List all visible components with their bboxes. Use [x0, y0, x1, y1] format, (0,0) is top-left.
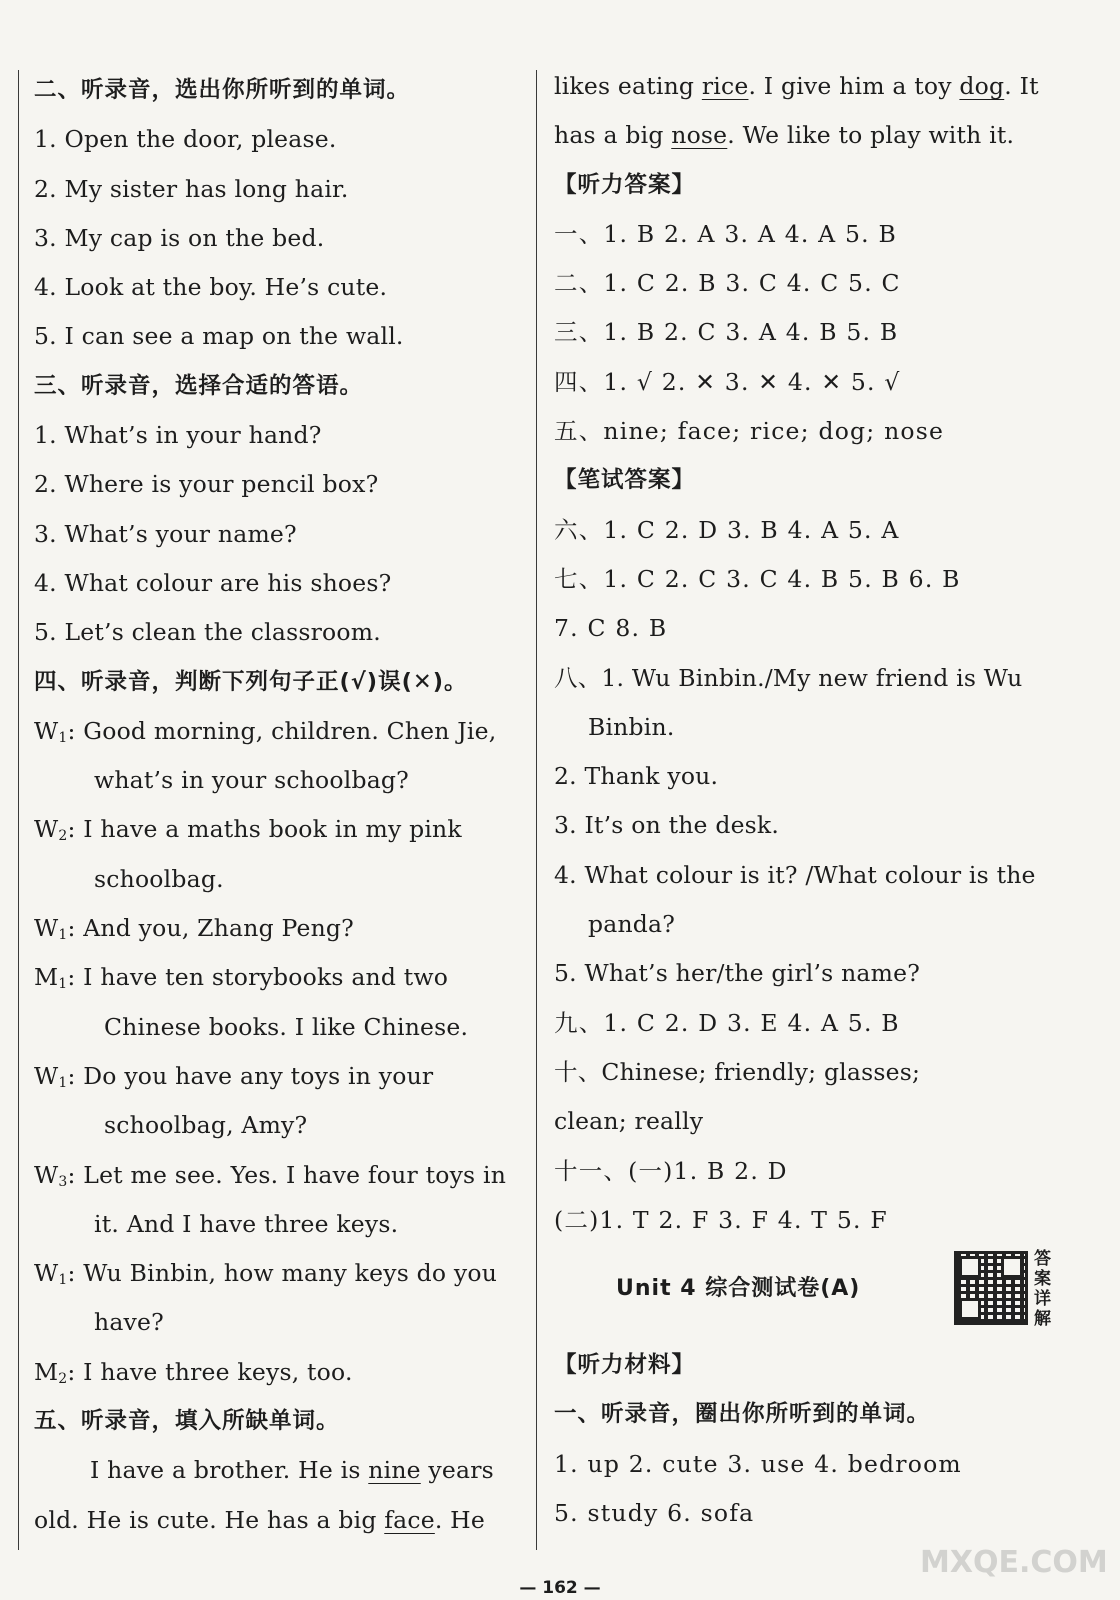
answer-row: 2. Thank you.	[554, 762, 719, 791]
s3-item-5: 5. Let’s clean the classroom.	[34, 618, 381, 647]
left-margin-rule	[18, 70, 19, 1550]
unit-title-block	[554, 1245, 1066, 1341]
left-column	[34, 66, 536, 1545]
answer-row-continuation: panda?	[588, 910, 676, 939]
dialogue-continuation: it. And I have three keys.	[94, 1209, 399, 1238]
section-5-heading: 五、听录音，填入所缺单词。	[34, 1408, 340, 1435]
answer-row: 五、nine; face; rice; dog; nose	[554, 417, 945, 446]
answer-row: 二、1. C 2. B 3. C 4. C 5. C	[554, 269, 901, 298]
right-column	[554, 62, 1066, 1538]
dialogue-text: And you, Zhang Peng?	[83, 914, 354, 943]
answer-row: 4. What colour is it? /What colour is the	[554, 860, 1036, 889]
dialogue-text: Good morning, children. Chen Jie,	[83, 716, 497, 745]
speaker: $W_1$:	[34, 914, 76, 944]
answer-row: 四、1. √ 2. ✕ 3. ✕ 4. ✕ 5. √	[554, 367, 901, 396]
answer-row: 十一、(一)1. B 2. D	[554, 1156, 788, 1185]
s3-item-1: 1. What’s in your hand?	[34, 421, 322, 450]
answer-row: (二)1. T 2. F 3. F 4. T 5. F	[554, 1205, 888, 1234]
s5-paragraph-line-1: I have a brother. He is nine years	[90, 1456, 494, 1485]
qr-code-icon[interactable]	[954, 1251, 1028, 1325]
dialogue-line	[34, 1348, 536, 1397]
unit4-section-1-heading: 一、听录音，圈出你所听到的单词。	[554, 1401, 931, 1428]
s3-item-3: 3. What’s your name?	[34, 519, 297, 548]
unit4-s1-items: 5. study 6. sofa	[554, 1499, 755, 1528]
unit-title: Unit 4 综合测试卷(A)	[616, 1276, 861, 1302]
answer-row: 三、1. B 2. C 3. A 4. B 5. B	[554, 318, 899, 347]
s5-paragraph-line-2: old. He is cute. He has a big face. He	[34, 1505, 485, 1534]
s2-item-1: 1. Open the door, please.	[34, 125, 337, 154]
section-4-heading: 四、听录音，判断下列句子正(√)误(✕)。	[34, 668, 468, 695]
dialogue-line	[34, 1052, 536, 1101]
answer-row: 5. What’s her/the girl’s name?	[554, 959, 921, 988]
speaker: $W_1$:	[34, 1061, 76, 1091]
answer-row: 八、1. Wu Binbin./My new friend is Wu	[554, 663, 1023, 692]
section-3-heading: 三、听录音，选择合适的答语。	[34, 372, 364, 399]
answer-row: 九、1. C 2. D 3. E 4. A 5. B	[554, 1008, 900, 1037]
written-answers-heading: 【笔试答案】	[554, 467, 696, 494]
s3-item-4: 4. What colour are his shoes?	[34, 568, 392, 597]
unit4-s1-items: 1. up 2. cute 3. use 4. bedroom	[554, 1449, 962, 1478]
s2-item-4: 4. Look at the boy. He’s cute.	[34, 273, 388, 302]
filled-blank: dog	[959, 72, 1005, 100]
s3-item-2: 2. Where is your pencil box?	[34, 470, 379, 499]
dialogue-continuation: schoolbag.	[94, 864, 224, 893]
answer-row: 六、1. C 2. D 3. B 4. A 5. A	[554, 515, 900, 544]
speaker: $W_3$:	[34, 1160, 76, 1190]
answer-row: 一、1. B 2. A 3. A 4. A 5. B	[554, 219, 897, 248]
watermark-logo: MXQE.COM	[920, 1545, 1108, 1580]
dialogue-line	[34, 707, 536, 756]
s5-paragraph-line-4: has a big nose. We like to play with it.	[554, 121, 1015, 150]
answer-row: 7. C 8. B	[554, 614, 668, 643]
speaker: $W_1$:	[34, 1259, 76, 1289]
dialogue-text: Wu Binbin, how many keys do you	[83, 1259, 498, 1288]
qr-label: 答案详解	[1034, 1249, 1051, 1330]
s2-item-5: 5. I can see a map on the wall.	[34, 322, 404, 351]
speaker: $M_2$:	[34, 1357, 76, 1387]
column-divider	[536, 70, 537, 1550]
answer-row: 十、Chinese; friendly; glasses;	[554, 1057, 921, 1086]
dialogue-line	[34, 953, 536, 1002]
dialogue-text: Let me see. Yes. I have four toys in	[83, 1160, 507, 1189]
speaker: $W_1$:	[34, 716, 76, 746]
page-number: — 162 —	[519, 1578, 601, 1598]
answer-row-continuation: clean; really	[554, 1107, 704, 1136]
speaker: $W_2$:	[34, 815, 76, 845]
answer-row: 3. It’s on the desk.	[554, 811, 780, 840]
answer-row-continuation: Binbin.	[588, 712, 675, 741]
listening-material-heading: 【听力材料】	[554, 1352, 696, 1379]
filled-blank: nose	[671, 121, 728, 150]
dialogue-continuation: have?	[94, 1308, 164, 1337]
filled-blank: nine	[368, 1456, 421, 1485]
dialogue-line	[34, 805, 536, 854]
dialogue-line	[34, 1151, 536, 1200]
filled-blank: face	[384, 1505, 435, 1534]
dialogue-text: I have three keys, too.	[83, 1357, 353, 1386]
dialogue-continuation: Chinese books. I like Chinese.	[104, 1012, 469, 1041]
s2-item-2: 2. My sister has long hair.	[34, 174, 349, 203]
dialogue-line	[34, 1249, 536, 1298]
dialogue-line	[34, 904, 536, 953]
answer-row: 七、1. C 2. C 3. C 4. B 5. B 6. B	[554, 564, 961, 593]
dialogue-continuation: what’s in your schoolbag?	[94, 766, 409, 795]
s5-paragraph-line-3: likes eating rice. I give him a toy dog. It	[554, 72, 1039, 100]
section-2-heading: 二、听录音，选出你所听到的单词。	[34, 77, 411, 103]
dialogue-text: I have ten storybooks and two	[83, 963, 449, 992]
dialogue-text: I have a maths book in my pink	[83, 815, 462, 844]
dialogue-text: Do you have any toys in your	[83, 1061, 434, 1090]
filled-blank: rice	[701, 72, 749, 100]
s2-item-3: 3. My cap is on the bed.	[34, 223, 325, 252]
speaker: $M_1$:	[34, 963, 76, 993]
listening-answers-heading: 【听力答案】	[554, 171, 696, 198]
dialogue-continuation: schoolbag, Amy?	[104, 1111, 308, 1140]
